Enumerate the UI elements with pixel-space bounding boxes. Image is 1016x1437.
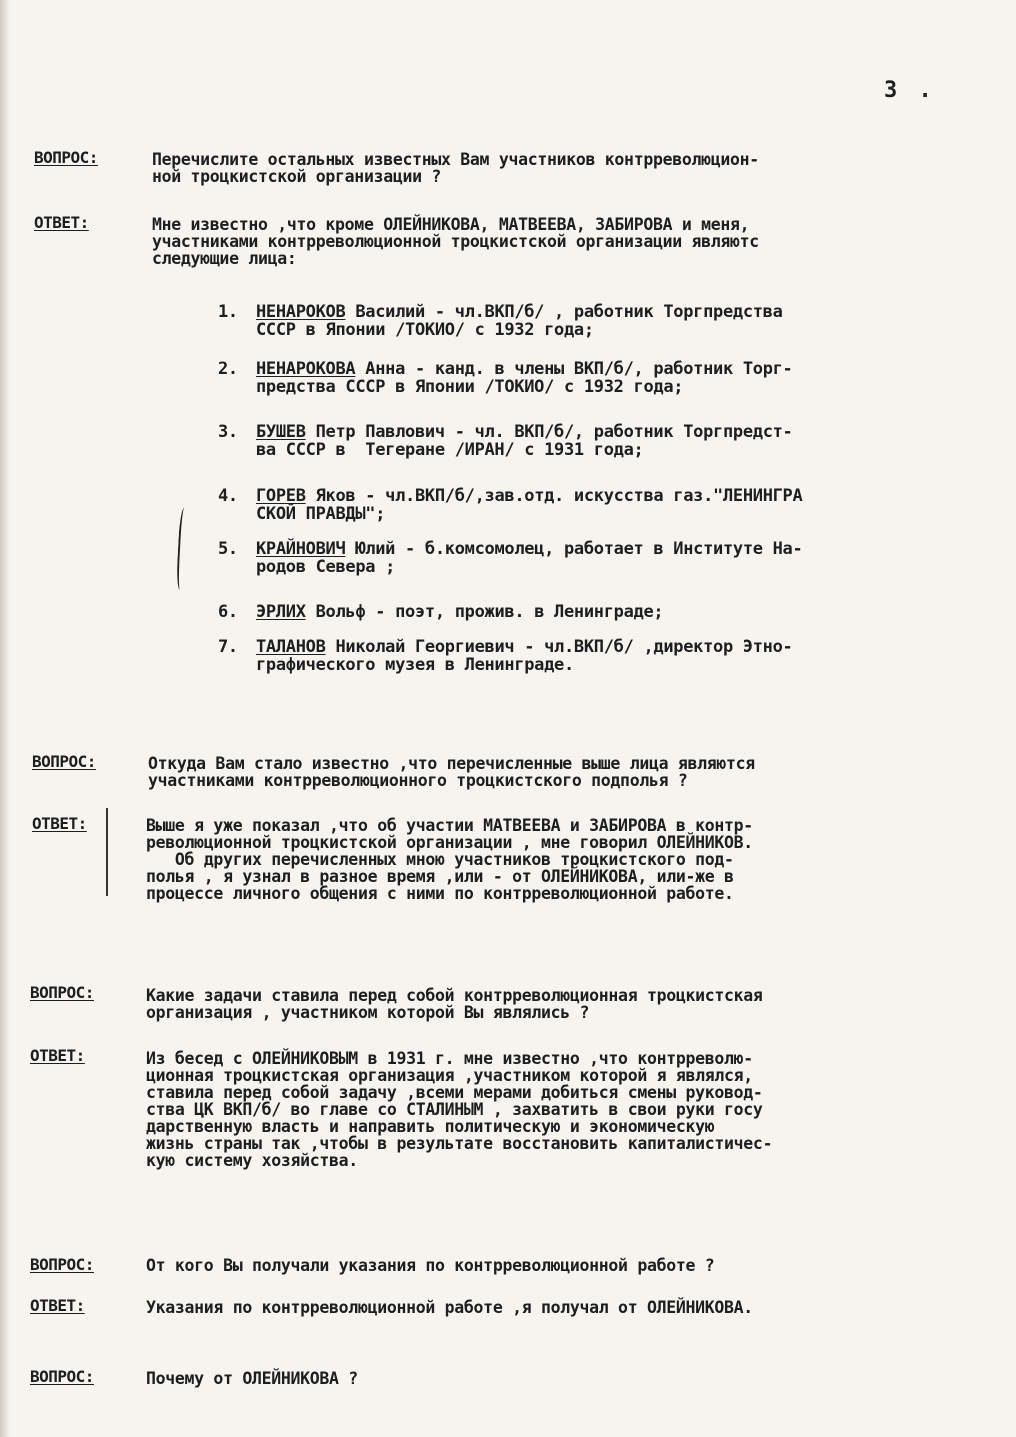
list-item-7: 7. ТАЛАНОВ Николай Георгиевич - чл.ВКП/б/ ,директор Этно- графического музея в Ленинграде. (218, 637, 793, 675)
person-name: НЕНАРОКОВ (256, 302, 346, 322)
page-number: 3 . (884, 78, 936, 103)
question-3-text: Какие задачи ставила перед собой контрреволюционная троцкистская организация , участником которой Вы являлись ? (146, 986, 763, 1022)
document-page: 3 . ВОПРОС: Перечислите остальных известных Вам участников контрреволюцион- ной троцкистской организации ? ОТВЕТ: Мне известно ,что кроме ОЛЕЙНИКОВА, МАТВЕЕВА, ЗАБИРОВА и меня, участниками контрреволюционной троцкистской организации являютс следующие лица: 1. НЕНАРОКОВ Василий - чл.ВКП/б/ , работник Торгпредства СССР в Японии /ТОКИО/ с 1932 года; 2. НЕНАРОКОВА Анна - канд. в члены ВКП/б/, работник Торг- предства СССР в Японии /ТОКИО/ с 1932 года; 3. БУШЕВ Петр Павлович - чл. ВКП/б/, работник Торгпредст- ва СССР в Тегеране /ИРАН/ с 1931 года; 4. ГОРЕВ Яков - чл.ВКП/б/,зав.отд. искусства газ."ЛЕНИНГРА СКОЙ ПРАВДЫ"; 5. КРАЙНОВИЧ Юлий - б.комсомолец, работает в Институте На- родов Севера ; 6. ЭРЛИХ Вольф - поэт, прожив. в Ленинграде; 7. ТАЛАНОВ Николай Георгиевич - чл.ВКП/б/ ,директор Этно- графического музея в Ленинграде. ВОПРОС: Откуда Вам стало известно ,что перечисленные выше лица являются участниками контрреволюционного троцкистского подполья ? ОТВЕТ: Выше я уже показал ,что об участии МАТВЕЕВА и ЗАБИРОВА в контр- революционной троцкистской организации , мне говорил ОЛЕЙНИКОВ. Об других перечисленных мною участников троцкистского под- полья , я узнал в разное время ,или - от ОЛЕЙНИКОВА, или-же в процессе личного общения с ними по контрреволюционной работе. ВОПРОС: Какие задачи ставила перед собой контрреволюционная троцкистская организация , участником которой Вы являлись ? ОТВЕТ: Из бесед с ОЛЕЙНИКОВЫМ в 1931 г. мне известно ,что контрреволю- ционная троцкистская организация ,участником которой я являлся, ставила перед собой задачу ,всеми мерами добиться смены руковод- ства ЦК ВКП/б/ во главе со СТАЛИНЫМ , захватить в свои руки госу дарственную власть и направить политическую и экономическую жизнь страны так ,чтобы в результате восстановить капиталистичес- кую систему хозяйства. ВОПРОС: От кого Вы получали указания по контрреволюционной работе ? ОТВЕТ: Указания по контрреволюционной работе ,я получал от ОЛЕЙНИКОВА. ВОПРОС: Почему от ОЛЕЙНИКОВА ? (0, 0, 1016, 1437)
answer-label: ОТВЕТ: (34, 213, 89, 232)
person-name: ГОРЕВ (256, 486, 306, 506)
person-name: БУШЕВ (256, 422, 306, 442)
scan-edge (0, 0, 10, 1437)
question-2-text: Откуда Вам стало известно ,что перечисленные выше лица являются участниками контрреволюционного троцкистского подполья ? (148, 754, 755, 790)
question-5-text: Почему от ОЛЕЙНИКОВА ? (146, 1369, 358, 1388)
person-name: НЕНАРОКОВА (256, 359, 356, 379)
list-item-4: 4. ГОРЕВ Яков - чл.ВКП/б/,зав.отд. искусства газ."ЛЕНИНГРА СКОЙ ПРАВДЫ"; (218, 486, 803, 524)
question-4-text: От кого Вы получали указания по контрреволюционной работе ? (146, 1256, 715, 1275)
handwritten-margin-mark (176, 508, 190, 590)
answer-1-text: Мне известно ,что кроме ОЛЕЙНИКОВА, МАТВЕЕВА, ЗАБИРОВА и меня, участниками контрреволюционной троцкистской организации являютс следующие лица: (152, 215, 759, 268)
handwritten-margin-line (106, 808, 112, 896)
list-item-5: 5. КРАЙНОВИЧ Юлий - б.комсомолец, работает в Институте На- родов Севера ; (218, 539, 803, 577)
list-item-6: 6. ЭРЛИХ Вольф - поэт, прожив. в Ленинграде; (218, 602, 664, 622)
list-item-3: 3. БУШЕВ Петр Павлович - чл. ВКП/б/, работник Торгпредст- ва СССР в Тегеране /ИРАН/ с 1931 года; (218, 422, 793, 460)
person-name: КРАЙНОВИЧ (256, 539, 346, 559)
answer-3-text: Из бесед с ОЛЕЙНИКОВЫМ в 1931 г. мне известно ,что контрреволю- ционная троцкистская организация ,участником которой я являлся, ставила перед собой задачу ,всеми мерами добиться смены руковод- ства ЦК ВКП/б/ во главе со СТАЛИНЫМ , захватить в свои руки госу дарственную власть и направить политическую и экономическую жизнь страны так ,чтобы в результате восстановить капиталистичес- кую систему хозяйства. (146, 1049, 773, 1170)
person-name: ТАЛАНОВ (256, 637, 326, 657)
question-1-text: Перечислите остальных известных Вам участников контрреволюцион- ной троцкистской организации ? (152, 150, 759, 186)
answer-2-text: Выше я уже показал ,что об участии МАТВЕЕВА и ЗАБИРОВА в контр- революционной троцкистской организации , мне говорил ОЛЕЙНИКОВ. Об других перечисленных мною участников троцкистского под- полья , я узнал в разное время ,или - от ОЛЕЙНИКОВА, или-же в процессе личного общения с ними по контрреволюционной работе. (146, 816, 753, 903)
answer-4-text: Указания по контрреволюционной работе ,я получал от ОЛЕЙНИКОВА. (146, 1298, 753, 1317)
list-item-1: 1. НЕНАРОКОВ Василий - чл.ВКП/б/ , работник Торгпредства СССР в Японии /ТОКИО/ с 1932 года; (218, 302, 783, 340)
person-name: ЭРЛИХ (256, 602, 306, 622)
list-item-2: 2. НЕНАРОКОВА Анна - канд. в члены ВКП/б/, работник Торг- предства СССР в Японии /ТОКИО/ с 1932 года; (218, 359, 793, 397)
question-label: ВОПРОС: (34, 148, 98, 167)
